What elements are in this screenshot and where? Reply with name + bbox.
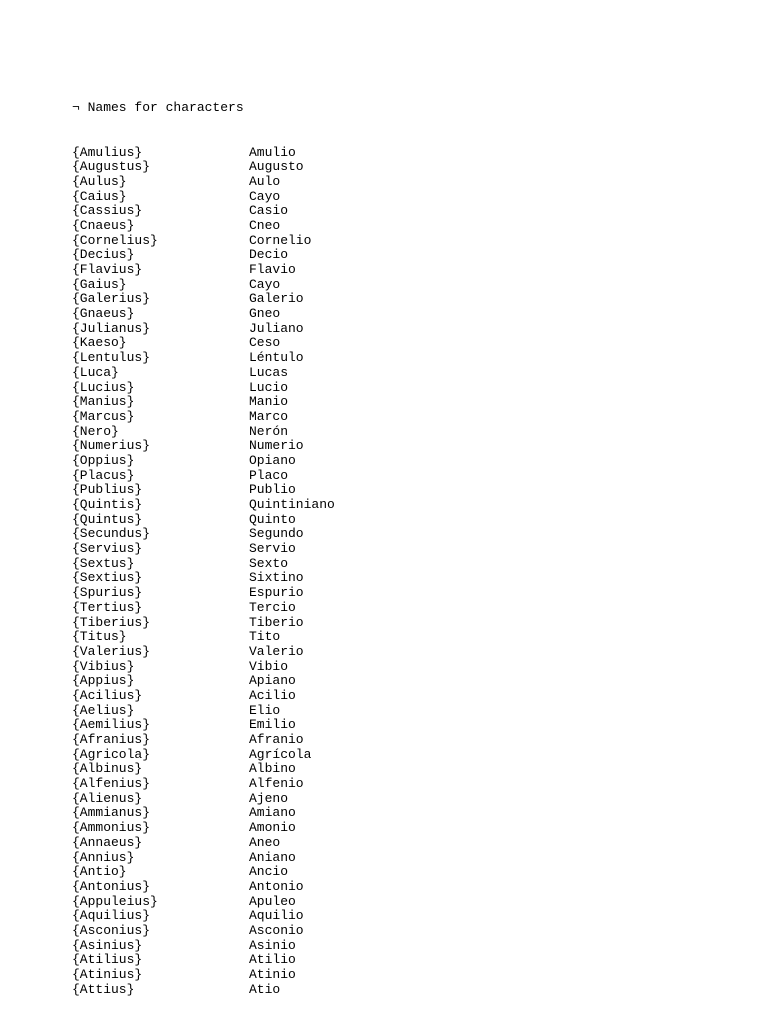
list-item (72, 204, 335, 219)
latin-name: {Flavius} (72, 262, 143, 277)
spanish-name: Sexto (249, 555, 289, 571)
latin-name: {Marcus} (72, 408, 135, 424)
spanish-name: Placo (249, 467, 289, 483)
spanish-name: Espurio (249, 585, 304, 601)
spanish-name: Manio (249, 394, 289, 410)
list-item (72, 278, 335, 293)
list-item (72, 483, 335, 498)
list-item (72, 322, 335, 337)
list-item (72, 718, 335, 733)
spanish-name: Atio (249, 981, 281, 997)
spanish-name: Opiano (249, 452, 296, 468)
list-item (72, 968, 335, 983)
spanish-name: Lucio (249, 379, 289, 395)
spanish-name: Antonio (249, 878, 304, 894)
latin-name: {Asconius} (72, 922, 151, 938)
latin-name: {Publius} (72, 482, 143, 498)
spanish-name: Decio (249, 247, 289, 263)
list-item (72, 645, 335, 660)
list-item (72, 571, 335, 586)
latin-name: {Annaeus} (72, 834, 143, 850)
spanish-name: Quinto (249, 511, 296, 527)
latin-name: {Cnaeus} (72, 217, 135, 233)
list-item (72, 351, 335, 366)
name-mapping-list (72, 146, 335, 998)
list-item (72, 953, 335, 968)
spanish-name: Ajeno (249, 790, 289, 806)
spanish-name: Aulo (249, 173, 281, 189)
list-item (72, 395, 335, 410)
list-item (72, 806, 335, 821)
list-item (72, 865, 335, 880)
spanish-name: Agrícola (249, 746, 312, 762)
spanish-name: Elio (249, 702, 281, 718)
latin-name: {Vibius} (72, 658, 135, 674)
latin-name: {Alienus} (72, 790, 143, 806)
latin-name: {Spurius} (72, 585, 143, 601)
list-item (72, 880, 335, 895)
latin-name: {Afranius} (72, 732, 151, 747)
list-item (72, 557, 335, 572)
spanish-name: Alfenio (249, 776, 304, 792)
spanish-name: Tercio (249, 599, 296, 615)
spanish-name: Quintiniano (249, 497, 335, 512)
latin-name: {Titus} (72, 629, 127, 645)
list-item (72, 366, 335, 381)
list-item (72, 469, 335, 484)
list-item (72, 307, 335, 322)
latin-name: {Acilius} (72, 687, 143, 703)
list-item (72, 601, 335, 616)
list-item (72, 410, 335, 425)
list-item (72, 689, 335, 704)
latin-name: {Cornelius} (72, 232, 158, 248)
list-item (72, 660, 335, 675)
latin-name: {Cassius} (72, 203, 143, 219)
latin-name: {Valerius} (72, 643, 151, 659)
spanish-name: Albino (249, 761, 296, 777)
latin-name: {Aelius} (72, 702, 135, 718)
list-item (72, 542, 335, 557)
spanish-name: Amulio (249, 144, 296, 160)
list-item (72, 439, 335, 454)
section-heading: ¬ Names for characters (72, 100, 244, 116)
list-item (72, 527, 335, 542)
document-page (72, 72, 335, 1012)
list-item (72, 292, 335, 307)
spanish-name: Aquilio (249, 908, 304, 924)
latin-name: {Manius} (72, 394, 135, 410)
spanish-name: Numerio (249, 438, 304, 454)
spanish-name: Servio (249, 541, 296, 557)
latin-name: {Antonius} (72, 878, 151, 894)
latin-name: {Atinius} (72, 967, 143, 982)
list-item (72, 146, 335, 161)
list-item (72, 821, 335, 836)
latin-name: {Asinius} (72, 937, 143, 953)
list-item (72, 248, 335, 263)
latin-name: {Aemilius} (72, 717, 151, 733)
latin-name: {Placus} (72, 467, 135, 483)
list-item (72, 924, 335, 939)
spanish-name: Emilio (249, 717, 296, 733)
spanish-name: Aniano (249, 849, 296, 865)
spanish-name: Cornelio (249, 232, 312, 248)
list-item (72, 336, 335, 351)
spanish-name: Marco (249, 408, 289, 424)
spanish-name: Ancio (249, 864, 289, 880)
latin-name: {Kaeso} (72, 335, 127, 351)
list-item (72, 454, 335, 469)
list-item (72, 792, 335, 807)
spanish-name: Ceso (249, 335, 281, 351)
latin-name: {Gaius} (72, 276, 127, 292)
list-item (72, 748, 335, 763)
spanish-name: Cneo (249, 217, 281, 233)
latin-name: {Attius} (72, 981, 135, 997)
latin-name: {Appuleius} (72, 893, 158, 909)
spanish-name: Nerón (249, 423, 289, 439)
latin-name: {Lucius} (72, 379, 135, 395)
spanish-name: Tiberio (249, 614, 304, 630)
spanish-name: Flavio (249, 262, 296, 277)
spanish-name: Casio (249, 203, 289, 219)
spanish-name: Galerio (249, 291, 304, 307)
list-item (72, 498, 335, 513)
latin-name: {Sextius} (72, 570, 143, 586)
latin-name: {Numerius} (72, 438, 151, 454)
latin-name: {Oppius} (72, 452, 135, 468)
latin-name: {Ammonius} (72, 820, 151, 836)
list-item (72, 190, 335, 205)
spanish-name: Afranio (249, 732, 304, 747)
spanish-name: Valerio (249, 643, 304, 659)
latin-name: {Alfenius} (72, 776, 151, 792)
list-item (72, 616, 335, 631)
list-item (72, 777, 335, 792)
latin-name: {Amulius} (72, 144, 143, 160)
spanish-name: Apuleo (249, 893, 296, 909)
list-item (72, 586, 335, 601)
list-item (72, 762, 335, 777)
list-item (72, 234, 335, 249)
latin-name: {Caius} (72, 188, 127, 204)
list-item (72, 513, 335, 528)
spanish-name: Augusto (249, 159, 304, 175)
spanish-name: Atinio (249, 967, 296, 982)
spanish-name: Acilio (249, 687, 296, 703)
spanish-name: Amonio (249, 820, 296, 836)
latin-name: {Quintis} (72, 497, 143, 512)
spanish-name: Cayo (249, 188, 281, 204)
latin-name: {Luca} (72, 364, 119, 380)
latin-name: {Agricola} (72, 746, 151, 762)
list-item (72, 674, 335, 689)
spanish-name: Juliano (249, 320, 304, 336)
list-item (72, 219, 335, 234)
latin-name: {Atilius} (72, 952, 143, 968)
list-item (72, 733, 335, 748)
list-item (72, 983, 335, 998)
list-item (72, 160, 335, 175)
latin-name: {Quintus} (72, 511, 143, 527)
spanish-name: Vibio (249, 658, 289, 674)
latin-name: {Secundus} (72, 526, 151, 542)
list-item (72, 895, 335, 910)
spanish-name: Apiano (249, 673, 296, 689)
latin-name: {Antio} (72, 864, 127, 880)
latin-name: {Julianus} (72, 320, 151, 336)
list-item (72, 909, 335, 924)
list-item (72, 263, 335, 278)
spanish-name: Sixtino (249, 570, 304, 586)
spanish-name: Segundo (249, 526, 304, 542)
latin-name: {Gnaeus} (72, 306, 135, 322)
list-item (72, 425, 335, 440)
latin-name: {Ammianus} (72, 805, 151, 821)
latin-name: {Annius} (72, 849, 135, 865)
list-item (72, 175, 335, 190)
spanish-name: Atilio (249, 952, 296, 968)
list-item (72, 630, 335, 645)
spanish-name: Aneo (249, 834, 281, 850)
latin-name: {Decius} (72, 247, 135, 263)
spanish-name: Cayo (249, 276, 281, 292)
latin-name: {Servius} (72, 541, 143, 557)
list-item (72, 851, 335, 866)
list-item (72, 939, 335, 954)
spanish-name: Lucas (249, 364, 289, 380)
spanish-name: Gneo (249, 306, 281, 322)
latin-name: {Sextus} (72, 555, 135, 571)
list-item (72, 704, 335, 719)
latin-name: {Nero} (72, 423, 119, 439)
spanish-name: Tito (249, 629, 281, 645)
spanish-name: Amiano (249, 805, 296, 821)
latin-name: {Augustus} (72, 159, 151, 175)
list-item (72, 836, 335, 851)
spanish-name: Léntulo (249, 350, 304, 366)
latin-name: {Aulus} (72, 173, 127, 189)
latin-name: {Aquilius} (72, 908, 151, 924)
spanish-name: Asconio (249, 922, 304, 938)
latin-name: {Appius} (72, 673, 135, 689)
latin-name: {Galerius} (72, 291, 151, 307)
latin-name: {Tiberius} (72, 614, 151, 630)
latin-name: {Tertius} (72, 599, 143, 615)
latin-name: {Lentulus} (72, 350, 151, 366)
spanish-name: Asinio (249, 937, 296, 953)
spanish-name: Publio (249, 482, 296, 498)
latin-name: {Albinus} (72, 761, 143, 777)
list-item (72, 381, 335, 396)
